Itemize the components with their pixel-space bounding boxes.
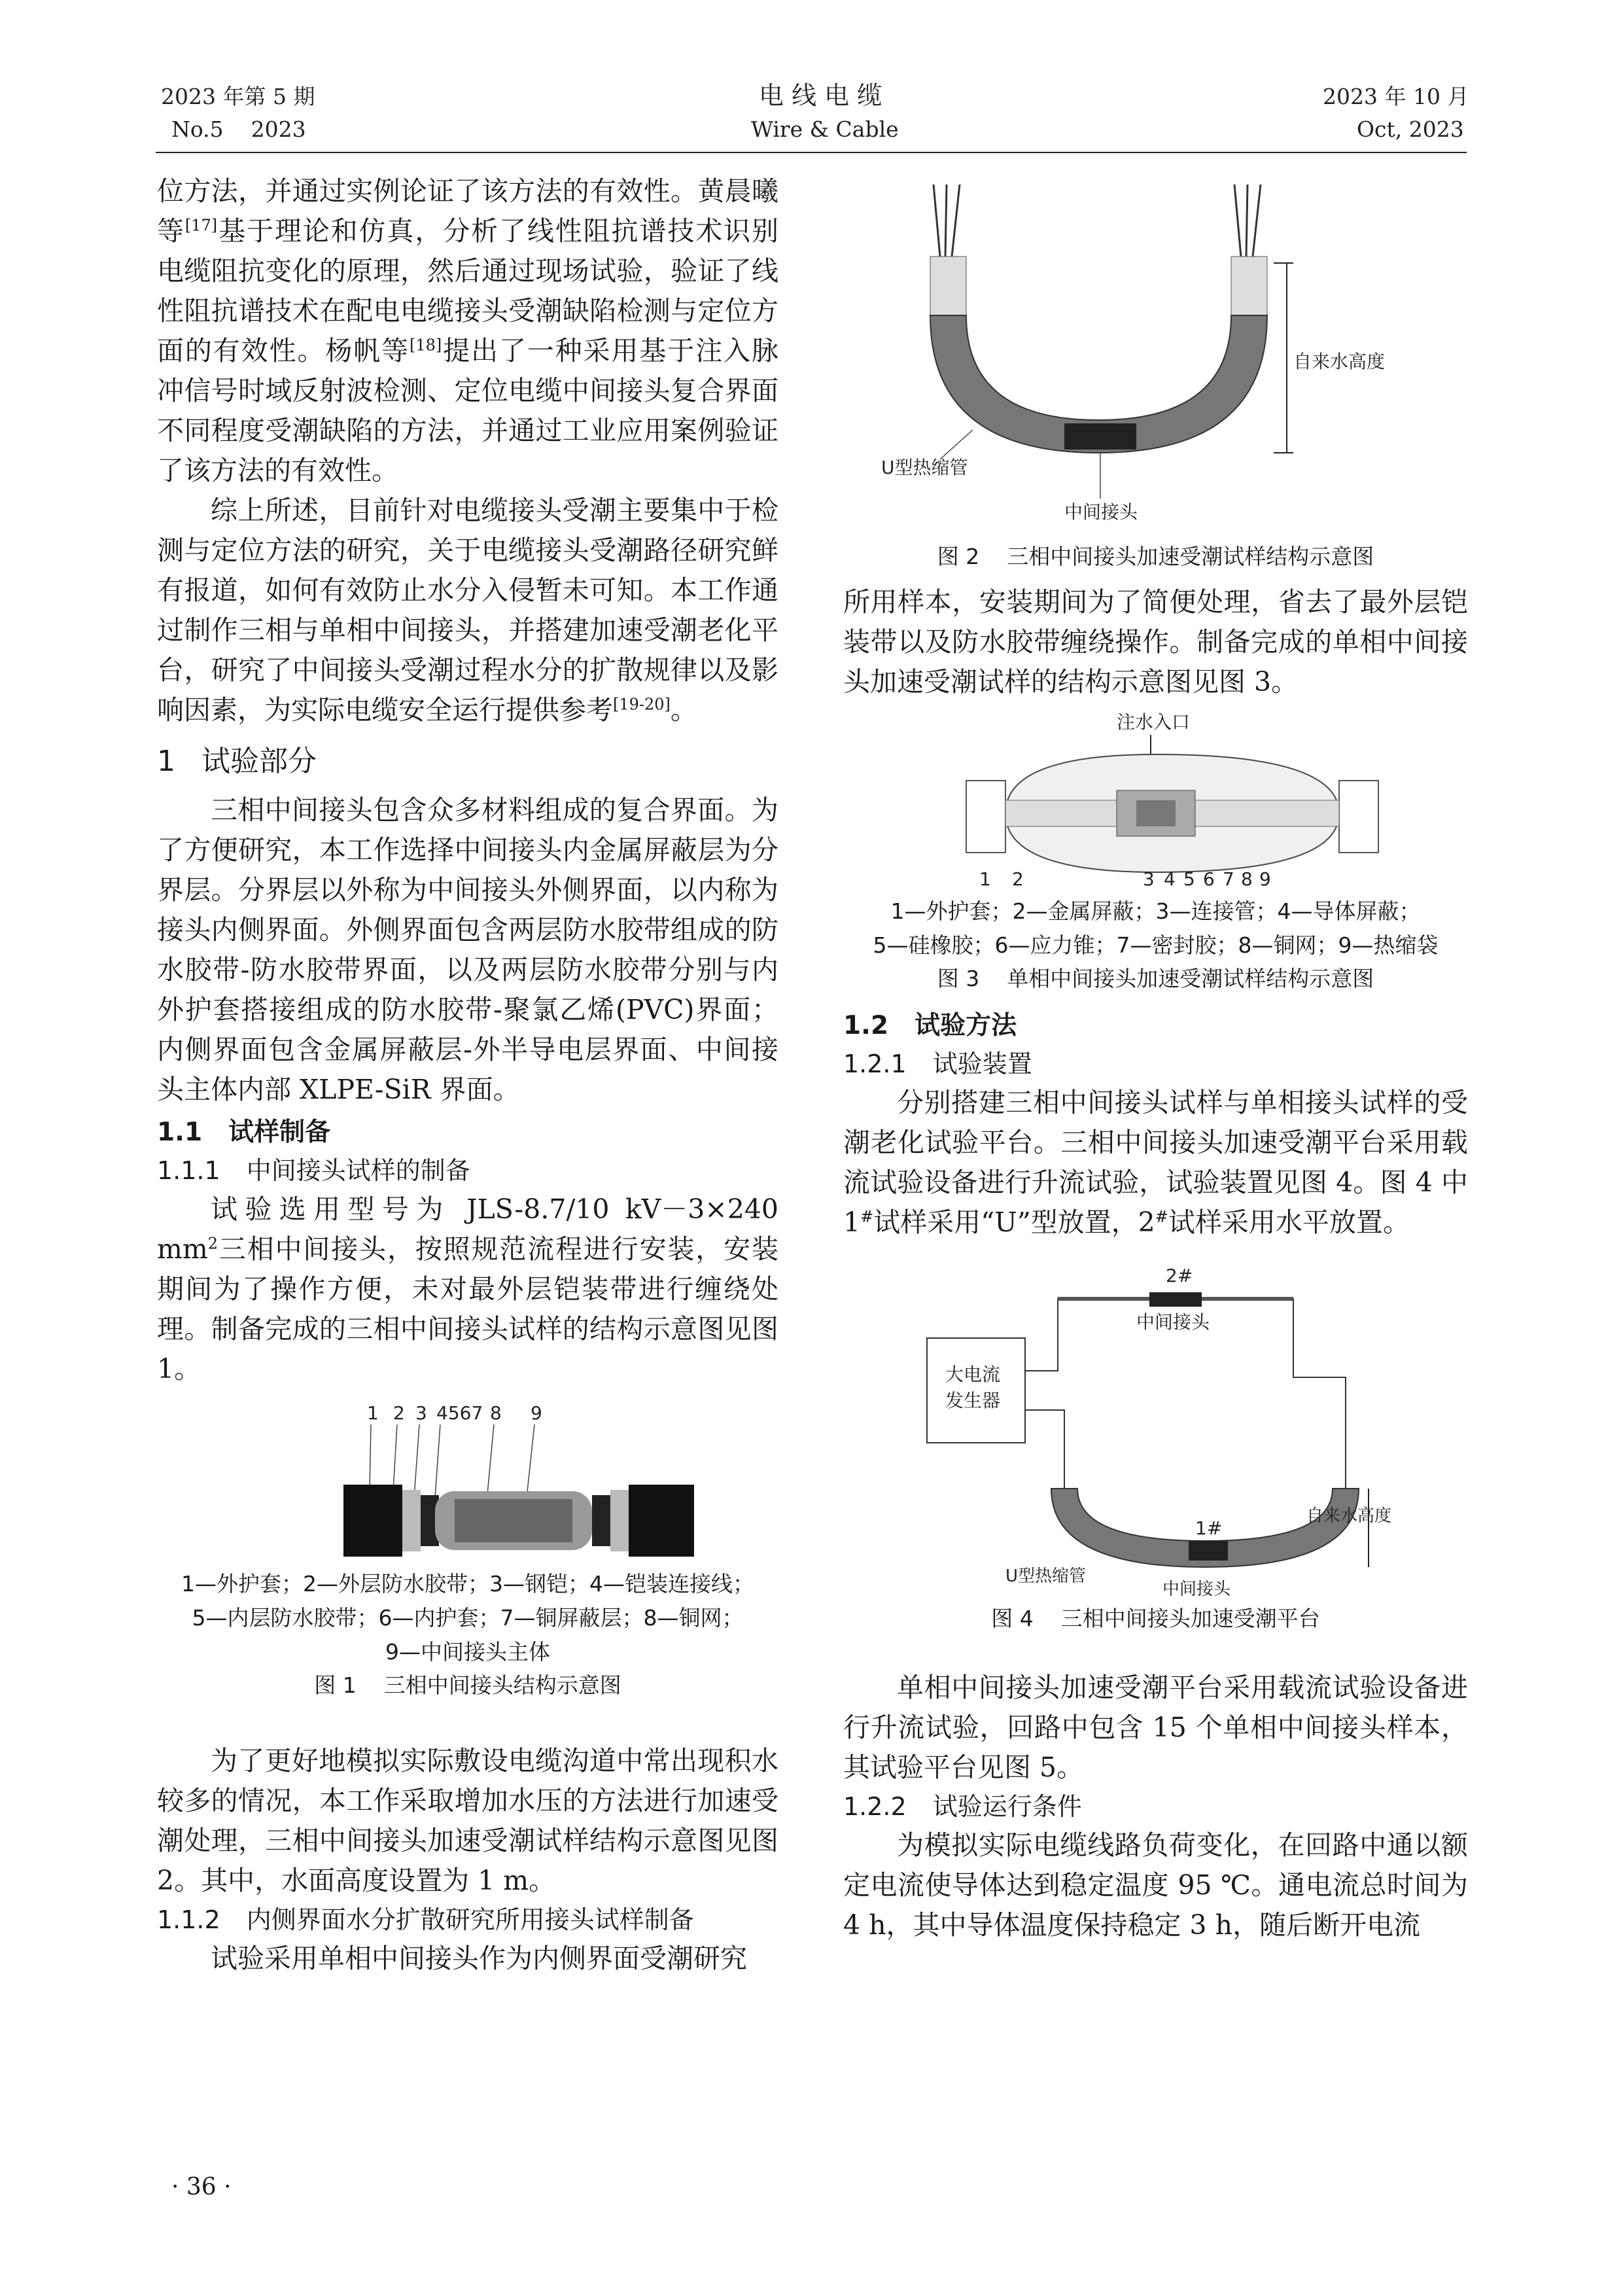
fig2-label-tube: U型热缩管 [881, 457, 968, 478]
text: 三相中间接头，按照规范流程进行安装，安装期间为了操作方便，未对最外层铠装带进行缠绕处理。制备完成的三相中间接头试样的结构示意图见图 1。 [157, 1233, 778, 1385]
fig2-label-joint: 中间接头 [1064, 501, 1138, 523]
section-number: 1.1.2 [157, 1905, 220, 1934]
fig4-label-gen1: 大电流 [945, 1364, 1000, 1385]
figure-2 [868, 171, 1444, 540]
figure-1-caption: 图 1 三相中间接头结构示意图 [314, 1672, 621, 1698]
page-number: · 36 · [171, 2174, 232, 2200]
paragraph: 所用样本，安装期间为了简便处理，省去了最外层铠装带以及防水胶带缠绕操作。制备完成的单相中间接头加速受潮试样的结构示意图见图 3。 [843, 586, 1468, 698]
text: 试样采用水平放置。 [1168, 1207, 1410, 1238]
fig3-num: 3 [1142, 868, 1155, 890]
paragraph [157, 491, 778, 730]
fig3-num: 1 [979, 868, 991, 890]
fig1-num: 9 [531, 1402, 542, 1424]
section-number: 1.1.1 [157, 1156, 220, 1185]
figure-4-diagram [901, 1253, 1411, 1600]
fig1-num: 3 [415, 1402, 427, 1424]
outer-sheath-right [1339, 781, 1378, 853]
citation: [19-20] [613, 695, 671, 714]
citation: [17] [184, 216, 218, 235]
paragraph: 试验采用单相中间接头作为内侧界面受潮研究 [211, 1943, 747, 1974]
fig4-label-water: 自来水高度 [1306, 1506, 1391, 1526]
joint-1 [1189, 1541, 1228, 1561]
text: 。 [670, 694, 697, 726]
legend-line: 9—中间接头主体 [385, 1639, 550, 1665]
figure-4-caption: 图 4 三相中间接头加速受潮平台 [991, 1606, 1320, 1631]
superscript: # [1155, 1207, 1168, 1226]
subsubsection-heading [157, 1901, 778, 1939]
section-title: 试验运行条件 [932, 1792, 1082, 1821]
fig3-num: 6 [1202, 868, 1215, 890]
paragraph: 三相中间接头包含众多材料组成的复合界面。为了方便研究，本工作选择中间接头内金属屏蔽层为分界层。分界层以外称为中间接头外侧界面，以内称为接头内侧界面。外侧界面包含两层防水胶带组成的防水胶带-防水胶带界面，以及两层防水胶带分别与内外护套搭接组成的防水胶带-聚氯乙烯(PVC)界面；内侧界面包含金属屏蔽层-外半导电层界面、中间接头主体内部 XLPE-SiR 界面。 [157, 794, 778, 1105]
figure-2-caption: 图 2 三相中间接头加速受潮试样结构示意图 [937, 544, 1374, 569]
right-column [843, 171, 1468, 1945]
fig3-label-inlet: 注水入口 [1116, 711, 1190, 733]
fig3-num: 2 [1011, 868, 1024, 890]
header-rule [156, 152, 1467, 153]
subsection-heading [843, 1007, 1468, 1045]
paragraph: 单相中间接头加速受潮平台采用载流试验设备进行升流试验，回路中包含 15 个单相中间接头样本，其试验平台见图 5。 [843, 1672, 1468, 1783]
figure-3-caption: 图 3 单相中间接头加速受潮试样结构示意图 [937, 966, 1374, 991]
fig1-num: 2 [393, 1402, 405, 1424]
section-number: 1.1 [157, 1118, 203, 1147]
section-title: 试样制备 [228, 1118, 331, 1147]
superscript: 2 [207, 1234, 218, 1253]
fig4-label-s2: 2# [1165, 1265, 1193, 1286]
outer-sheath-right [629, 1485, 694, 1557]
fig2-label-water: 自来水高度 [1293, 351, 1385, 372]
outer-sheath-left [966, 781, 1005, 853]
figure-2-diagram [868, 171, 1444, 538]
figure-4 [901, 1253, 1411, 1602]
subsubsection-heading [157, 1152, 778, 1190]
section-title: 试验方法 [915, 1011, 1017, 1040]
section-number: 1 [157, 745, 175, 778]
subsection-heading [157, 1114, 778, 1152]
left-column [157, 171, 778, 1979]
subsubsection-heading [843, 1788, 1468, 1826]
subsubsection-heading [843, 1045, 1468, 1083]
fig3-num: 4 [1163, 868, 1176, 890]
fig3-num: 9 [1259, 868, 1271, 890]
fig1-num: 8 [490, 1402, 502, 1424]
paragraph [157, 1190, 778, 1389]
legend-line: 5—内层防水胶带；6—内护套；7—铜屏蔽层；8—铜网； [192, 1605, 744, 1631]
section-title: 试验部分 [201, 745, 317, 778]
paragraph: 为了更好地模拟实际敷设电缆沟道中常出现积水较多的情况，本工作采取增加水压的方法进行加速受潮处理，三相中间接头加速受潮试样结构示意图见图 2。其中，水面高度设置为 1 m。 [157, 1745, 778, 1896]
fig4-label-joint-bottom: 中间接头 [1162, 1580, 1230, 1599]
fig3-num: 8 [1240, 868, 1253, 890]
paragraph [843, 1083, 1468, 1243]
armor-right [592, 1495, 610, 1546]
paragraph [157, 171, 778, 491]
tape-left [402, 1490, 421, 1551]
section-number: 1.2.2 [843, 1792, 907, 1821]
fig4-label-s1: 1# [1195, 1517, 1222, 1539]
outer-sheath-left [343, 1485, 402, 1557]
fig3-num: 7 [1222, 868, 1234, 890]
middle-joint [1064, 423, 1136, 450]
figure-1-legend [157, 1567, 778, 1669]
fig4-label-gen2: 发生器 [945, 1390, 1000, 1411]
text: 提出了一种采用基于注入脉冲信号时域反射波检测、定位电缆中间接头复合界面不同程度受潮缺陷的方法，并通过工业应用案例验证了该方法的有效性。 [157, 335, 779, 486]
figure-3-legend [843, 894, 1468, 963]
joint-core [455, 1499, 572, 1542]
text: 试验选用型号为 JLS-8.7/10 kV－3×240 mm [157, 1193, 778, 1265]
header-issue-cn: 2023 年第 5 期 [161, 84, 315, 109]
legend-line: 5—硅橡胶；6—应力锥；7—密封胶；8—铜网；9—热缩袋 [873, 932, 1439, 958]
cable-cores-left [934, 185, 960, 256]
legend-line: 1—外护套；2—金属屏蔽；3—连接管；4—导体屏蔽； [890, 898, 1421, 924]
tube-end-left [930, 256, 966, 315]
conductor-shield [1136, 800, 1176, 826]
fig3-num: 5 [1183, 868, 1195, 890]
section-title: 中间接头试样的制备 [246, 1156, 470, 1185]
paragraph: 为模拟实际电缆线路负荷变化，在回路中通以额定电流使导体达到稳定温度 95 ℃。通电流总时间为 4 h，其中导体温度保持稳定 3 h，随后断开电流 [843, 1829, 1468, 1941]
cable-cores-right [1234, 185, 1261, 256]
header-date-cn: 2023 年 10 月 [1323, 84, 1469, 109]
fig4-label-tube: U型热缩管 [1005, 1566, 1086, 1586]
tube-end-right [1231, 256, 1267, 315]
tape-right [610, 1490, 629, 1551]
figure-1-diagram [239, 1400, 697, 1557]
text: 位方法，并通过实例论证了该方法的有效性。黄晨曦等 [157, 175, 778, 247]
figure-3 [920, 709, 1391, 894]
text: 分别搭建三相中间接头试样与单相接头试样的受潮老化试验平台。三相中间接头加速受潮平台采用载流试验设备进行升流试验，试验装置见图 4。图 4 中 1 [843, 1087, 1468, 1238]
header-date-en: Oct, 2023 [1357, 116, 1464, 142]
header-journal-en: Wire & Cable [751, 116, 899, 142]
superscript: # [860, 1207, 874, 1226]
figure-3-diagram [920, 709, 1391, 892]
header-issue-en: No.5 2023 [171, 116, 306, 142]
text: 试样采用“U”型放置，2 [873, 1207, 1155, 1238]
section-number: 1.2 [843, 1011, 889, 1040]
fig1-num: 1 [367, 1402, 379, 1424]
joint-2 [1149, 1292, 1202, 1307]
citation: [18] [410, 336, 442, 355]
section-heading [157, 742, 778, 781]
header-journal-cn: 电 线 电 缆 [759, 81, 882, 110]
section-title: 内侧界面水分扩散研究所用接头试样制备 [246, 1905, 694, 1934]
figure-1 [239, 1400, 697, 1559]
section-number: 1.2.1 [843, 1050, 907, 1078]
text: 综上所述，目前针对电缆接头受潮主要集中于检测与定位方法的研究，关于电缆接头受潮路径研究鲜有报道，如何有效防止水分入侵暂未可知。本工作通过制作三相与单相中间接头，并搭建加速受潮老化平台，研究了中间接头受潮过程水分的扩散规律以及影响因素，为实际电缆安全运行提供参考 [157, 495, 778, 726]
section-title: 试验装置 [932, 1050, 1032, 1078]
fig4-label-joint-top: 中间接头 [1136, 1311, 1210, 1333]
text: 基于理论和仿真，分析了线性阻抗谱技术识别电缆阻抗变化的原理，然后通过现场试验，验证了线性阻抗谱技术在配电电缆接头受潮缺陷检测与定位方面的有效性。杨帆等 [157, 215, 779, 366]
fig1-num: 4567 [436, 1402, 483, 1424]
legend-line: 1—外护套；2—外层防水胶带；3—钢铠；4—铠装连接线； [181, 1571, 754, 1597]
